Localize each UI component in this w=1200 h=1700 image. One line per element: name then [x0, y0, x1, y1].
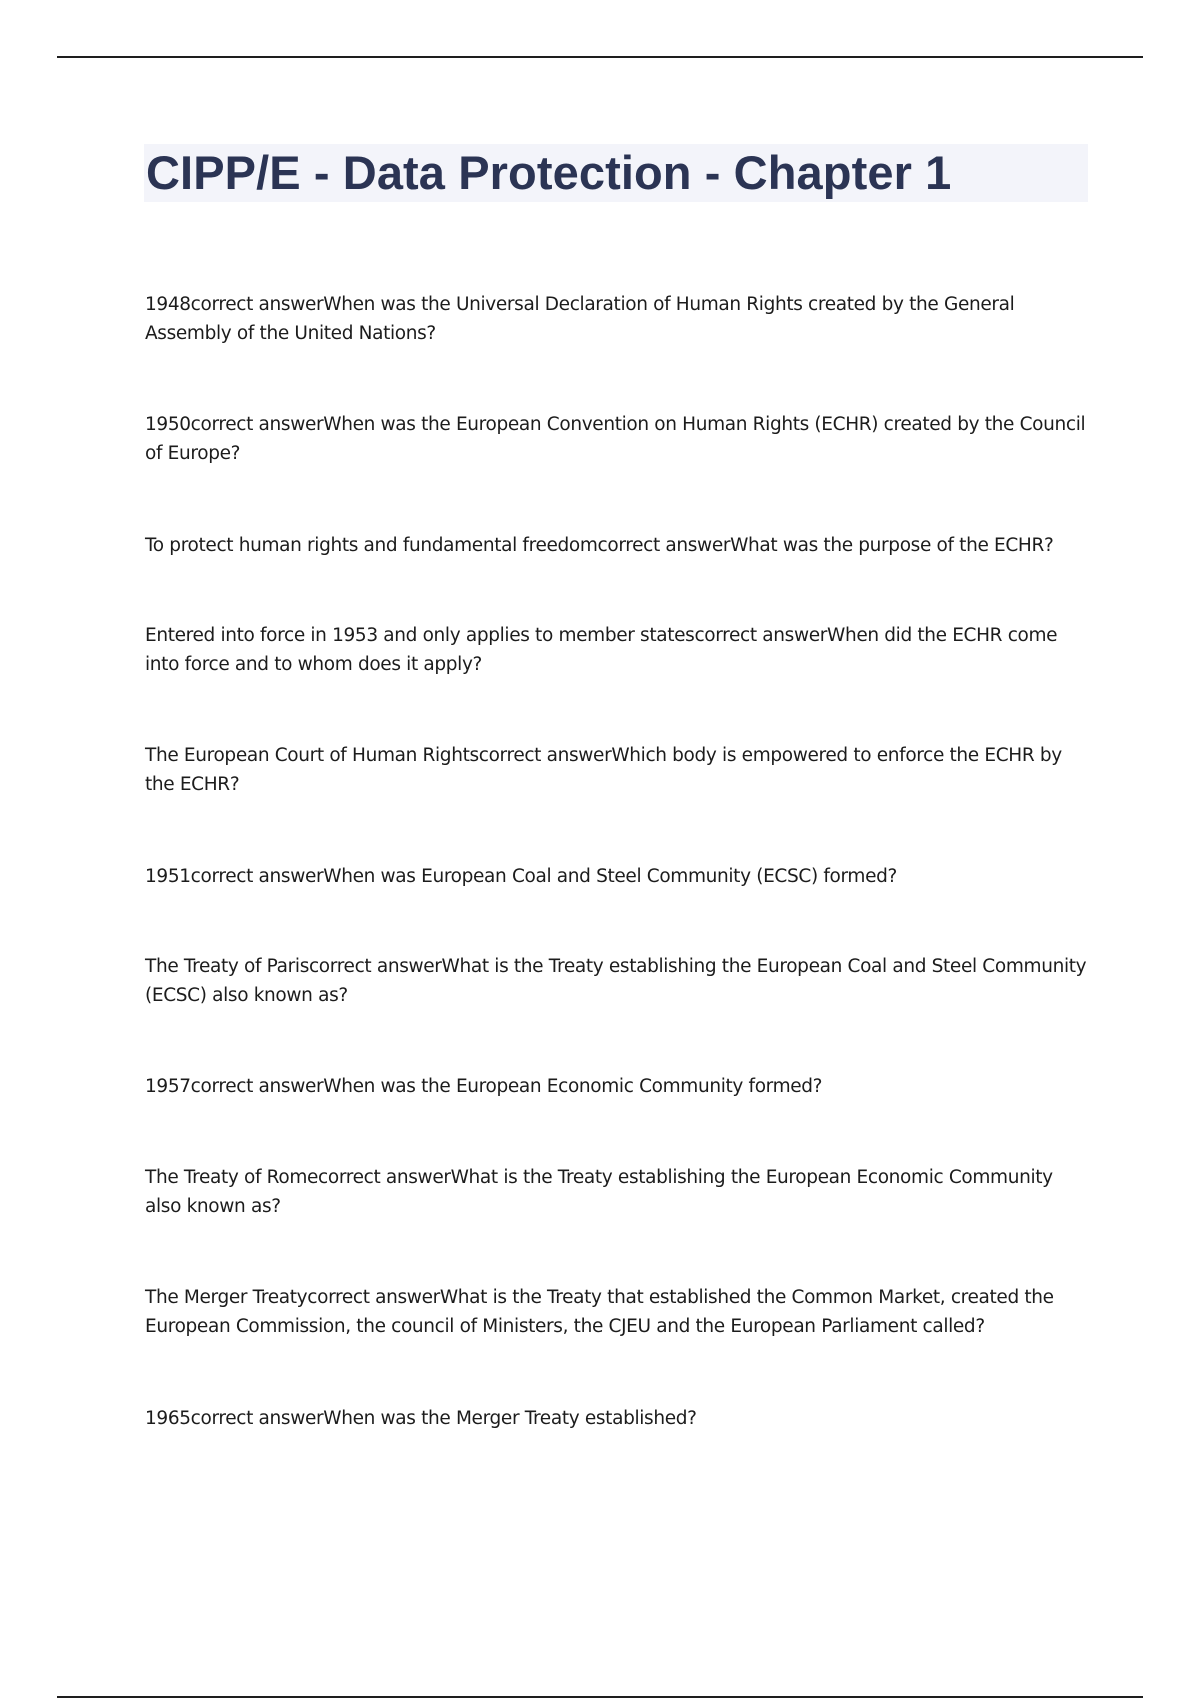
qa-item-10: The Merger Treatycorrect answerWhat is the Treaty that established the Common Market, created the European Commission, the council of Ministers, the CJEU and the European Parliament called? [145, 1287, 1054, 1337]
qa-item-8: 1957correct answerWhen was the European Economic Community formed? [145, 1076, 823, 1097]
top-rule [57, 56, 1143, 58]
qa-item-2: 1950correct answerWhen was the European Convention on Human Rights (ECHR) created by the Council of Europe? [145, 414, 1086, 464]
qa-item-6: 1951correct answerWhen was European Coal and Steel Community (ECSC) formed? [145, 866, 897, 887]
qa-item-1: 1948correct answerWhen was the Universal Declaration of Human Rights created by the General Assembly of the United Nations? [145, 294, 1015, 344]
bottom-rule [57, 1696, 1143, 1698]
document-title: CIPP/E - Data Protection - Chapter 1 [146, 146, 952, 199]
qa-item-3: To protect human rights and fundamental freedomcorrect answerWhat was the purpose of the ECHR? [145, 535, 1054, 556]
title-banner [144, 144, 1088, 202]
qa-item-5: The European Court of Human Rightscorrect answerWhich body is empowered to enforce the ECHR by the ECHR? [145, 745, 1062, 795]
qa-item-7: The Treaty of Pariscorrect answerWhat is the Treaty establishing the European Coal and Steel Community (ECSC) also known as? [145, 956, 1087, 1006]
qa-item-4: Entered into force in 1953 and only applies to member statescorrect answerWhen did the ECHR come into force and to whom does it apply? [145, 625, 1058, 675]
qa-item-11: 1965correct answerWhen was the Merger Treaty established? [145, 1408, 697, 1429]
qa-item-9: The Treaty of Romecorrect answerWhat is the Treaty establishing the European Economic Community also known as? [145, 1167, 1053, 1217]
